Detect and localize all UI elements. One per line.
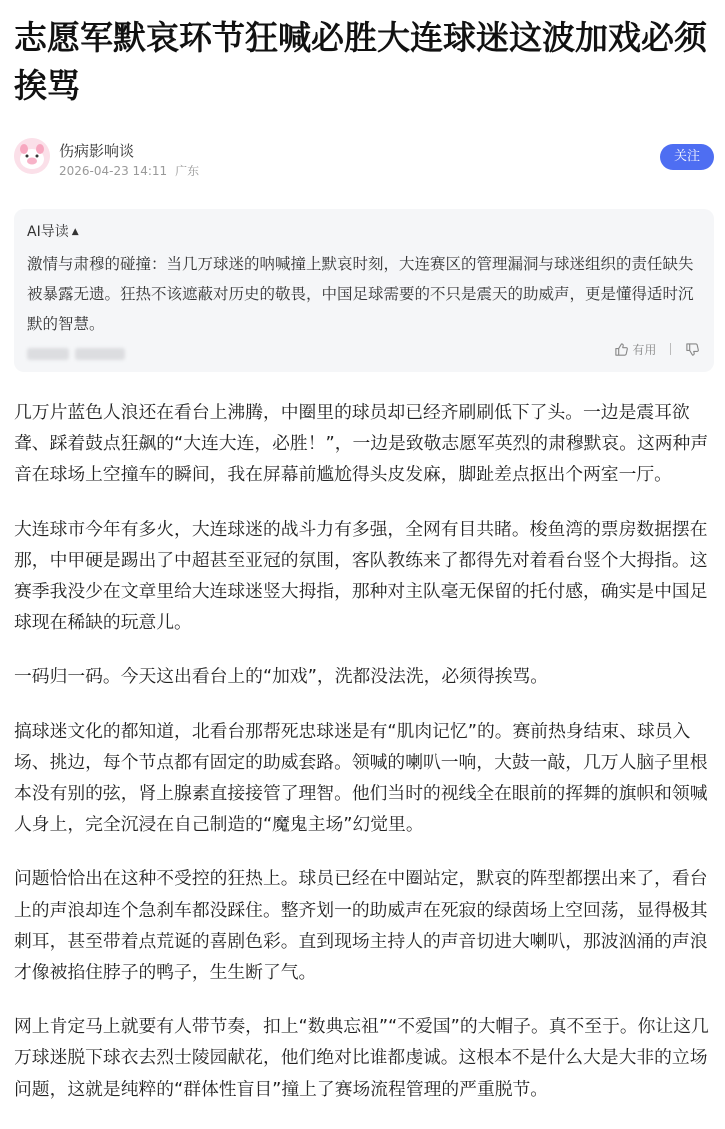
follow-button[interactable]: 关注 <box>660 144 714 170</box>
not-useful-button[interactable] <box>685 343 700 357</box>
useful-button[interactable] <box>614 343 661 357</box>
article-paragraph: 一码归一码。今天这出看台上的“加戏”，洗都没法洗，必须得挨骂。 <box>14 666 549 688</box>
article-title: 志愿军默哀环节狂喊必胜大连球迷这波加戏必须挨骂 <box>14 18 707 105</box>
author-row <box>14 138 714 178</box>
article-paragraph: 几万片蓝色人浪还在看台上沸腾，中圈里的球员却已经齐刷刷低下了头。一边是震耳欲聋、踩着鼓点狂飙的“大连大连，必胜！”，一边是致敬志愿军英烈的肃穆默哀。这两种声音在球场上空撞车的瞬间，我在屏幕前尴尬得头皮发麻，脚趾差点抠出个两室一厅。 <box>14 402 709 486</box>
author-name[interactable]: 伤病影响谈 <box>59 142 135 160</box>
publish-location: 广东 <box>175 164 200 178</box>
ai-summary-text: 激情与肃穆的碰撞：当几万球迷的呐喊撞上默哀时刻，大连赛区的管理漏洞与球迷组织的责任缺失被暴露无遗。狂热不该遮蔽对历史的敬畏，中国足球需要的不只是震天的助威声，更是懂得适时沉默的智慧。 <box>27 255 694 333</box>
blurred-source-info <box>27 345 131 359</box>
author-avatar[interactable] <box>14 138 50 174</box>
useful-label: 有用 <box>632 343 657 357</box>
article-paragraph: 网上肯定马上就要有人带节奏，扣上“数典忘祖”“不爱国”的大帽子。真不至于。你让这几万球迷脱下球衣去烈士陵园献花，他们绝对比谁都虔诚。这根本不是什么大是大非的立场问题，这就是纯粹的“群体性盲目”撞上了赛场流程管理的严重脱节。 <box>14 1016 709 1100</box>
article-paragraph: 搞球迷文化的都知道，北看台那帮死忠球迷是有“肌肉记忆”的。赛前热身结束、球员入场、挑边，每个节点都有固定的助威套路。领喊的喇叭一响，大鼓一敲，几万人脑子里根本没有别的弦，肾上腺素直接接管了理智。他们当时的视线全在眼前的挥舞的旗帜和领喊人身上，完全沉浸在自己制造的“魔鬼主场”幻觉里。 <box>14 720 708 836</box>
publish-time: 2026-04-23 14:11 <box>59 164 168 178</box>
article-paragraph: 问题恰恰出在这种不受控的狂热上。球员已经在中圈站定，默哀的阵型都摆出来了，看台上的声浪却连个急刹车都没踩住。整齐划一的助威声在死寂的绿茵场上空回荡，显得极其刺耳，甚至带着点荒诞的喜剧色彩。直到现场主持人的声音切进大喇叭，那波汹涌的声浪才像被掐住脖子的鸭子，生生断了气。 <box>14 868 708 984</box>
article-paragraph: 大连球市今年有多火，大连球迷的战斗力有多强，全网有目共睹。梭鱼湾的票房数据摆在那，中甲硬是踢出了中超甚至亚冠的氛围，客队教练来了都得先对着看台竖个大拇指。这赛季我没少在文章里给大连球迷竖大拇指，那种对主队毫无保留的托付感，确实是中国足球现在稀缺的玩意儿。 <box>14 518 708 634</box>
thumbs-down-icon <box>685 342 700 357</box>
publish-meta <box>59 162 199 179</box>
caret-up-icon: ▲ <box>71 227 79 237</box>
ai-feedback <box>614 340 701 360</box>
feedback-divider <box>670 343 671 355</box>
ai-summary-box <box>14 209 714 372</box>
article-body <box>14 397 716 1128</box>
avatar-image <box>14 138 50 174</box>
ai-summary-label: AI导读 <box>27 224 69 240</box>
thumbs-up-icon <box>614 342 629 357</box>
ai-summary-toggle[interactable] <box>27 221 79 241</box>
